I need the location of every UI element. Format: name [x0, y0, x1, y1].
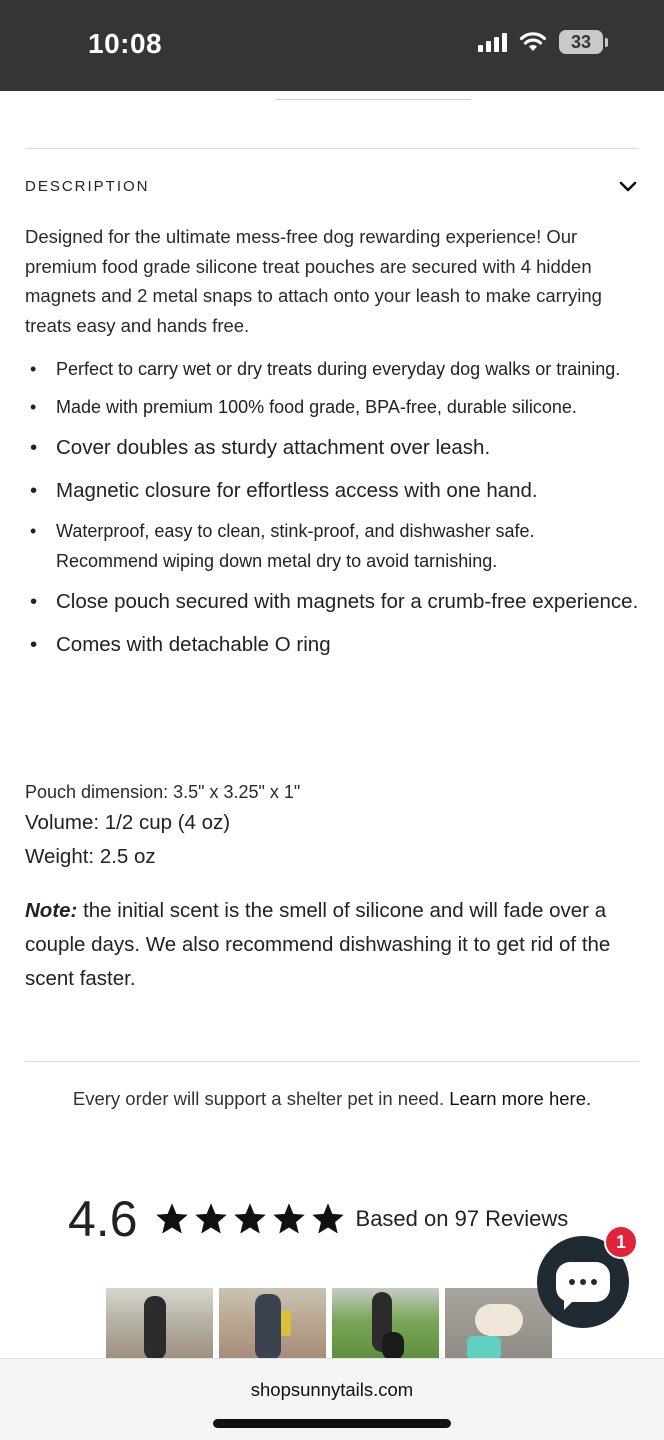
shelter-support-message: [0, 1088, 664, 1110]
battery-icon: [559, 30, 608, 54]
star-icon: [310, 1201, 346, 1237]
star-icon: [154, 1201, 190, 1237]
list-item: • Close pouch secured with magnets for a crumb-free experience.: [25, 584, 639, 619]
note-label: Note:: [25, 899, 78, 922]
star-icon: [193, 1201, 229, 1237]
description-accordion-header[interactable]: [25, 148, 639, 224]
description-body: [25, 222, 639, 670]
review-photo[interactable]: [106, 1288, 213, 1360]
cutoff-underline: [275, 99, 471, 100]
home-indicator: [213, 1419, 451, 1428]
section-divider: [25, 1061, 639, 1062]
review-photo[interactable]: [219, 1288, 326, 1360]
status-bar: [0, 0, 664, 91]
note-text: the initial scent is the smell of silicone and will fade over a couple days. We also recommend dishwashing it to get rid of the scent faster.: [25, 899, 611, 990]
scent-note: [25, 894, 639, 996]
wifi-icon: [519, 31, 547, 53]
url-text[interactable]: shopsunnytails.com: [250, 1379, 414, 1400]
review-photos: [106, 1288, 552, 1360]
feature-list: [25, 354, 639, 662]
product-specs: [25, 778, 639, 996]
review-photo[interactable]: [332, 1288, 439, 1360]
list-item: • Magnetic closure for effortless access with one hand.: [25, 473, 639, 508]
signal-icon: [478, 32, 507, 52]
reviews-summary[interactable]: [68, 1190, 568, 1248]
chat-notification-badge: 1: [604, 1225, 638, 1259]
spec-dimension: Pouch dimension: 3.5" x 3.25" x 1": [25, 782, 301, 802]
star-rating: [154, 1201, 346, 1237]
list-item: • Waterproof, easy to clean, stink-proof, and dishwasher safe. Recommend wiping down metal dry to avoid tarnishing.: [25, 516, 639, 576]
status-icons: [478, 30, 608, 54]
list-item: • Comes with detachable O ring: [25, 627, 639, 662]
review-count: Based on 97 Reviews: [355, 1206, 569, 1231]
chevron-down-icon[interactable]: [617, 176, 639, 198]
review-photo[interactable]: [445, 1288, 552, 1360]
learn-more-link[interactable]: Learn more here.: [449, 1088, 592, 1109]
status-time: 10:08: [88, 28, 163, 59]
description-title: DESCRIPTION: [25, 178, 150, 195]
support-text: Every order will support a shelter pet in need.: [72, 1088, 450, 1109]
browser-address-bar[interactable]: [0, 1358, 664, 1440]
spec-volume: Volume: 1/2 cup (4 oz): [25, 811, 231, 834]
average-rating: 4.6: [68, 1191, 138, 1247]
battery-level: 33: [559, 30, 603, 54]
list-item: • Made with premium 100% food grade, BPA-free, durable silicone.: [25, 392, 639, 422]
star-icon: [271, 1201, 307, 1237]
description-intro: Designed for the ultimate mess-free dog rewarding experience! Our premium food grade silicone treat pouches are secured with 4 hidden magnets and 2 metal snaps to attach onto your leash to make carrying treats easy and hands free.: [25, 226, 602, 336]
list-item: • Cover doubles as sturdy attachment over leash.: [25, 430, 639, 465]
spec-weight: Weight: 2.5 oz: [25, 845, 156, 868]
list-item: • Perfect to carry wet or dry treats during everyday dog walks or training.: [25, 354, 639, 384]
chat-icon: [556, 1262, 610, 1302]
star-icon: [232, 1201, 268, 1237]
